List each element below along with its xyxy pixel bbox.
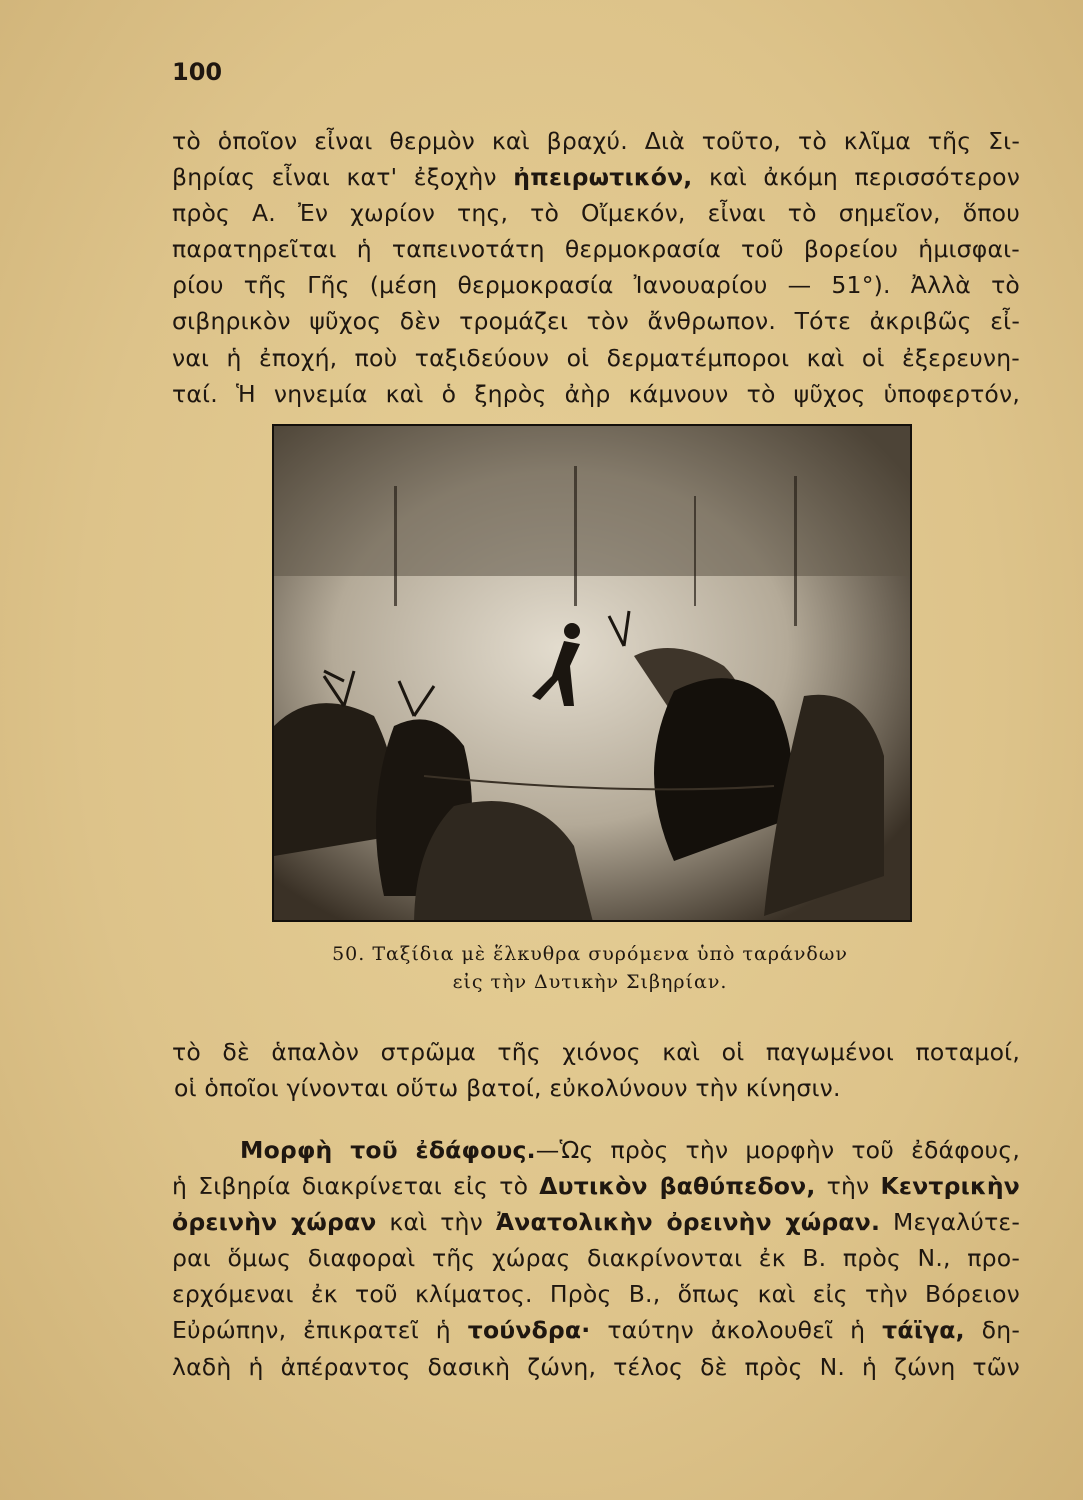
reindeer-sled-photo: [272, 424, 912, 922]
text-line: τὸ δὲ ἁπαλὸν στρῶμα τῆς χιόνος καὶ οἱ παγωμένοι ποταμοί,: [172, 1038, 1020, 1066]
caption-line: εἰς τὴν Δυτικὴν Σιβηρίαν.: [452, 971, 728, 993]
page-number: 100: [172, 58, 223, 86]
section-heading: Μορφὴ τοῦ ἐδάφους.: [240, 1136, 536, 1164]
text-line: παρατηρεῖται ἡ ταπεινοτάτη θερμοκρασία τοῦ βορείου ἡμισφαι-: [172, 235, 1020, 264]
emphasis-continental: ἠπειρωτικόν,: [513, 163, 693, 192]
text-line: ὀρεινὴν χώραν καὶ τὴν Ἀνατολικὴν ὀρεινὴν χώραν. Μεγαλύτε-: [172, 1208, 1020, 1237]
text-line: ραι ὅμως διαφοραὶ τῆς χώρας διακρίνονται ἐκ Β. πρὸς Ν., προ-: [172, 1244, 1020, 1273]
figure-caption: [230, 943, 950, 993]
caption-line: 50. Ταξίδια μὲ ἕλκυθρα συρόμενα ὑπὸ ταράνδων: [332, 943, 848, 965]
paragraph-climate: [172, 123, 1020, 412]
text-line: βηρίας εἶναι κατ' ἐξοχὴν ἠπειρωτικόν, καὶ ἀκόμη περισσότερον: [172, 163, 1021, 192]
paragraph-snow: [172, 1034, 1020, 1106]
text-line: ναι ἡ ἐποχή, ποὺ ταξιδεύουν οἱ δερματέμποροι καὶ οἱ ἐξερευνη-: [172, 343, 1020, 372]
text-line: πρὸς Α. Ἐν χωρίον της, τὸ Οἴμεκόν, εἶναι τὸ σημεῖον, ὅπου: [172, 199, 1020, 228]
text-line: ρίου τῆς Γῆς (μέση θερμοκρασία Ἰανουαρίου — 51°). Ἀλλὰ τὸ: [172, 271, 1020, 300]
text-line: ἡ Σιβηρία διακρίνεται εἰς τὸ Δυτικὸν βαθύπεδον, τὴν Κεντρικὴν: [172, 1172, 1021, 1201]
text-line: ταί. Ἡ νηνεμία καὶ ὁ ξηρὸς ἀὴρ κάμνουν τὸ ψῦχος ὑποφερτόν,: [172, 379, 1020, 408]
text-line: Εὐρώπην, ἐπικρατεῖ ἡ τούνδρα· ταύτην ἀκολουθεῖ ἡ τάϊγα, δη-: [172, 1316, 1021, 1345]
paragraph-relief: [172, 1132, 1020, 1385]
text-line: οἱ ὁποῖοι γίνονται οὕτω βατοί, εὐκολύνουν τὴν κίνησιν.: [174, 1074, 841, 1103]
text-line: τὸ ὁποῖον εἶναι θερμὸν καὶ βραχύ. Διὰ τοῦτο, τὸ κλῖμα τῆς Σι-: [172, 127, 1020, 155]
text-line: σιβηρικὸν ψῦχος δὲν τρομάζει τὸν ἄνθρωπον. Τότε ἀκριβῶς εἶ-: [172, 307, 1020, 336]
text-line: λαδὴ ἡ ἀπέραντος δασικὴ ζώνη, τέλος δὲ πρὸς Ν. ἡ ζώνη τῶν: [172, 1352, 1020, 1381]
text-line: ερχόμεναι ἐκ τοῦ κλίματος. Πρὸς Β., ὅπως καὶ εἰς τὴν Βόρειον: [172, 1280, 1020, 1309]
text-line: Μορφὴ τοῦ ἐδάφους.—Ὡς πρὸς τὴν μορφὴν τοῦ ἐδάφους,: [240, 1136, 1020, 1164]
